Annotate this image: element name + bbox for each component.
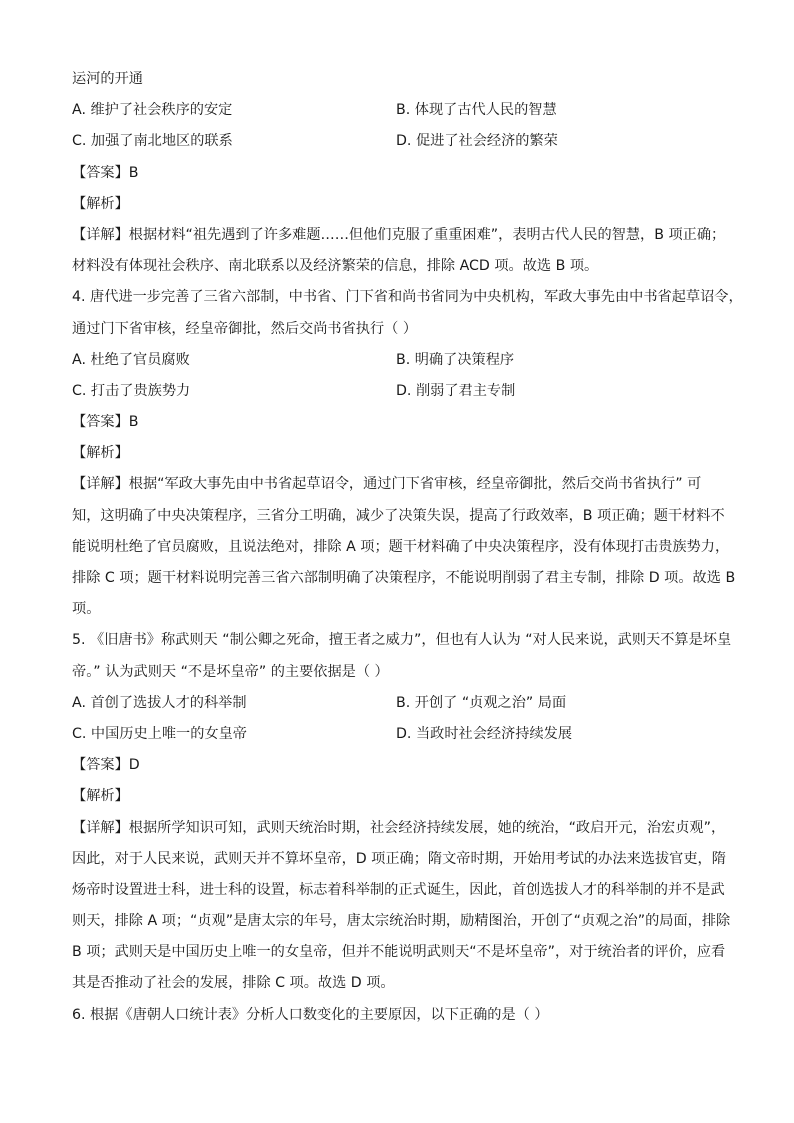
q5-answer: 【答案】D <box>72 757 140 774</box>
q4-options-row-2 <box>72 376 732 407</box>
q5-detail-line-6: 其是否推动了社会的发展，排除 C 项。故选 D 项。 <box>72 975 395 992</box>
q5-options-row-2 <box>72 719 732 750</box>
q4-detail-line-2: 知，这明确了中央决策程序，三省分工明确，减少了决策失误，提高了行政效率，B 项正确；题干材料不 <box>72 507 725 524</box>
q4-options-row-1 <box>72 345 732 376</box>
q5-stem-line-2: 帝。” 认为武则天 “不是坏皇帝” 的主要依据是（ ） <box>72 663 389 680</box>
document-page <box>72 64 743 1031</box>
q5-detail-line-5: B 项；武则天是中国历史上唯一的女皇帝，但并不能说明武则天“不是坏皇帝”，对于统治者的评价，应看 <box>72 944 726 961</box>
q4-detail-line-1: 【详解】根据“军政大事先由中书省起草诏令，通过门下省审核，经皇帝御批，然后交尚书省执行” 可 <box>72 476 702 493</box>
q5-option-d: D. 当政时社会经济持续发展 <box>396 725 573 742</box>
q5-detail-line-4: 则天，排除 A 项；“贞观”是唐太宗的年号，唐太宗统治时期，励精图治，开创了“贞观之治”的局面，排除 <box>72 913 731 930</box>
q3-options-row-2 <box>72 126 732 157</box>
q5-option-c: C. 中国历史上唯一的女皇帝 <box>72 725 247 742</box>
q4-detail-line-3: 能说明杜绝了官员腐败，且说法绝对，排除 A 项；题干材料确了中央决策程序，没有体现打击贵族势力， <box>72 538 730 555</box>
q3-detail-line-2: 材料没有体现社会秩序、南北联系以及经济繁荣的信息，排除 ACD 项。故选 B 项。 <box>72 258 599 275</box>
q5-detail-line-2: 因此，对于人民来说，武则天并不算坏皇帝，D 项正确；隋文帝时期，开始用考试的办法来选拔官吏，隋 <box>72 850 726 867</box>
q3-options-row-1 <box>72 95 732 126</box>
q4-detail-line-5: 项。 <box>72 601 101 618</box>
q5-analysis-label: 【解析】 <box>72 788 129 805</box>
q4-analysis-label: 【解析】 <box>72 445 129 462</box>
q3-option-b: B. 体现了古代人民的智慧 <box>396 102 557 119</box>
q4-detail-line-4: 排除 C 项；题干材料说明完善三省六部制明确了决策程序，不能说明削弱了君主专制，排除 D 项。故选 B <box>72 570 736 586</box>
q5-option-b: B. 开创了 “贞观之治” 局面 <box>396 694 567 711</box>
q3-option-c: C. 加强了南北地区的联系 <box>72 133 233 150</box>
q3-option-a: A. 维护了社会秩序的安定 <box>72 102 233 119</box>
q5-stem-line-1: 5. 《旧唐书》称武则天 “制公卿之死命，擅王者之威力”，但也有人认为 “对人民来说，武则天不算是坏皇 <box>72 632 732 649</box>
q3-answer: 【答案】B <box>72 164 139 181</box>
q6-stem-line-1: 6. 根据《唐朝人口统计表》分析人口数变化的主要原因，以下正确的是（ ） <box>72 1006 549 1023</box>
q5-detail-line-1: 【详解】根据所学知识可知，武则天统治时期，社会经济持续发展，她的统治，“政启开元，治宏贞观”， <box>72 819 726 836</box>
q4-option-c: C. 打击了贵族势力 <box>72 382 191 399</box>
q3-option-d: D. 促进了社会经济的繁荣 <box>396 133 558 150</box>
q4-option-d: D. 削弱了君主专制 <box>396 382 516 399</box>
q3-stem-tail: 运河的开通 <box>72 71 143 87</box>
q4-stem-line-2: 通过门下省审核，经皇帝御批，然后交尚书省执行（ ） <box>72 320 418 337</box>
q5-detail-line-3: 炀帝时设置进士科，进士科的设置，标志着科举制的正式诞生，因此，首创选拔人才的科举制的并不是武 <box>72 881 725 898</box>
q4-option-b: B. 明确了决策程序 <box>396 351 515 368</box>
q3-detail-line-1: 【详解】根据材料“祖先遇到了许多难题……但他们克服了重重困难”，表明古代人民的智慧，B 项正确； <box>72 226 726 243</box>
q3-analysis-label: 【解析】 <box>72 195 129 212</box>
q5-option-a: A. 首创了选拔人才的科举制 <box>72 694 247 711</box>
q5-options-row-1 <box>72 688 732 719</box>
q4-option-a: A. 杜绝了官员腐败 <box>72 351 190 368</box>
q4-answer: 【答案】B <box>72 414 139 431</box>
q4-stem-line-1: 4. 唐代进一步完善了三省六部制，中书省、门下省和尚书省同为中央机构，军政大事先由中书省起草诏令， <box>72 289 743 306</box>
